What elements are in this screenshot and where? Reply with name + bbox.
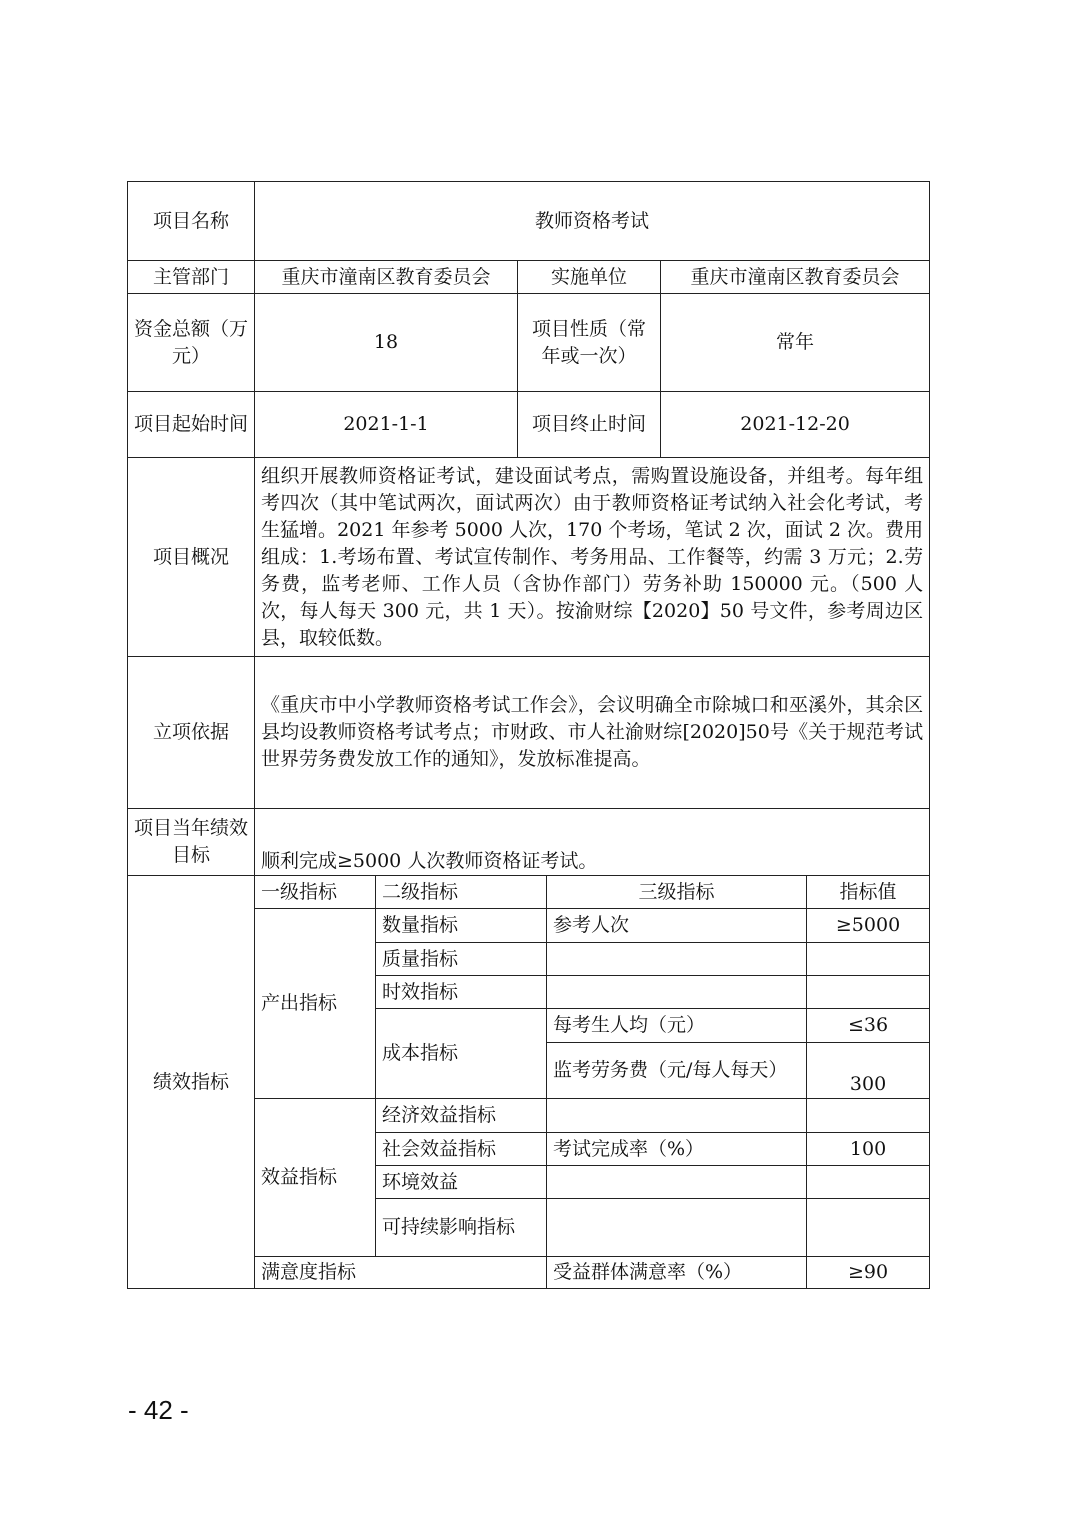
project-name: 教师资格考试 <box>255 182 930 261</box>
value-cell: ≤36 <box>807 1009 930 1043</box>
l3-cell: 考试完成率（%） <box>547 1133 807 1166</box>
value-cell: ≥90 <box>807 1257 930 1289</box>
perf-label: 绩效指标 <box>128 876 255 1289</box>
end-value: 2021-12-20 <box>661 392 930 458</box>
start-value: 2021-1-1 <box>255 392 518 458</box>
page-number: - 42 - <box>128 1395 189 1425</box>
l2-cell: 可持续影响指标 <box>376 1199 547 1257</box>
l3-cell <box>547 1199 807 1257</box>
l2-cell: 质量指标 <box>376 943 547 976</box>
l2-cell: 经济效益指标 <box>376 1099 547 1133</box>
header-level1: 一级指标 <box>255 876 376 909</box>
output-indicator: 产出指标 <box>255 909 376 1099</box>
dept-label: 主管部门 <box>128 261 255 294</box>
l2-cell: 时效指标 <box>376 976 547 1009</box>
l3-cell: 受益群体满意率（%） <box>547 1257 807 1289</box>
value-cell <box>807 1166 930 1199</box>
l3-cell: 参考人次 <box>547 909 807 943</box>
l2-cell: 社会效益指标 <box>376 1133 547 1166</box>
satisfaction-indicator: 满意度指标 <box>255 1257 547 1289</box>
l3-cell: 每考生人均（元） <box>547 1009 807 1043</box>
l3-cell <box>547 1166 807 1199</box>
value-cell: 100 <box>807 1133 930 1166</box>
project-name-label: 项目名称 <box>128 182 255 261</box>
benefit-indicator: 效益指标 <box>255 1099 376 1257</box>
basis-label: 立项依据 <box>128 657 255 809</box>
value-cell <box>807 976 930 1009</box>
impl-value: 重庆市潼南区教育委员会 <box>661 261 930 294</box>
header-level3: 三级指标 <box>547 876 807 909</box>
header-value: 指标值 <box>807 876 930 909</box>
dept-value: 重庆市潼南区教育委员会 <box>255 261 518 294</box>
goal-text: 顺利完成≥5000 人次教师资格证考试。 <box>255 809 930 876</box>
l2-cell: 环境效益 <box>376 1166 547 1199</box>
value-cell: 300 <box>807 1043 930 1099</box>
header-level2: 二级指标 <box>376 876 547 909</box>
fund-value: 18 <box>255 294 518 392</box>
overview-label: 项目概况 <box>128 458 255 657</box>
l3-cell: 监考劳务费（元/每人每天） <box>547 1043 807 1099</box>
nature-value: 常年 <box>661 294 930 392</box>
project-performance-table <box>127 181 930 1289</box>
value-cell <box>807 1199 930 1257</box>
nature-label: 项目性质（常年或一次） <box>518 294 661 392</box>
fund-label: 资金总额（万元） <box>128 294 255 392</box>
end-label: 项目终止时间 <box>518 392 661 458</box>
value-cell: ≥5000 <box>807 909 930 943</box>
impl-label: 实施单位 <box>518 261 661 294</box>
goal-label: 项目当年绩效目标 <box>128 809 255 876</box>
l3-cell <box>547 943 807 976</box>
basis-text: 《重庆市中小学教师资格考试工作会》，会议明确全市除城口和巫溪外，其余区县均设教师资格考试考点；市财政、市人社渝财综[2020]50号《关于规范考试世界劳务费发放工作的通知》，发放标准提高。 <box>255 657 930 809</box>
value-cell <box>807 1099 930 1133</box>
overview-text: 组织开展教师资格证考试，建设面试考点，需购置设施设备，并组考。每年组考四次（其中笔试两次，面试两次）由于教师资格证考试纳入社会化考试，考生猛增。2021 年参考 5000 人次，170 个考场，笔试 2 次，面试 2 次。费用组成：1.考场布置、考试宣传制作、考务用品、工作餐等，约需 3 万元；2.劳务费，监考老师、工作人员（含协作部门）劳务补助 150000 元。（500 人次，每人每天 300 元，共 1 天）。按渝财综【2020】50 号文件，参考周边区县，取较低数。 <box>255 458 930 657</box>
value-cell <box>807 943 930 976</box>
l3-cell <box>547 976 807 1009</box>
l2-cell: 成本指标 <box>376 1009 547 1099</box>
start-label: 项目起始时间 <box>128 392 255 458</box>
l2-cell: 数量指标 <box>376 909 547 943</box>
l3-cell <box>547 1099 807 1133</box>
